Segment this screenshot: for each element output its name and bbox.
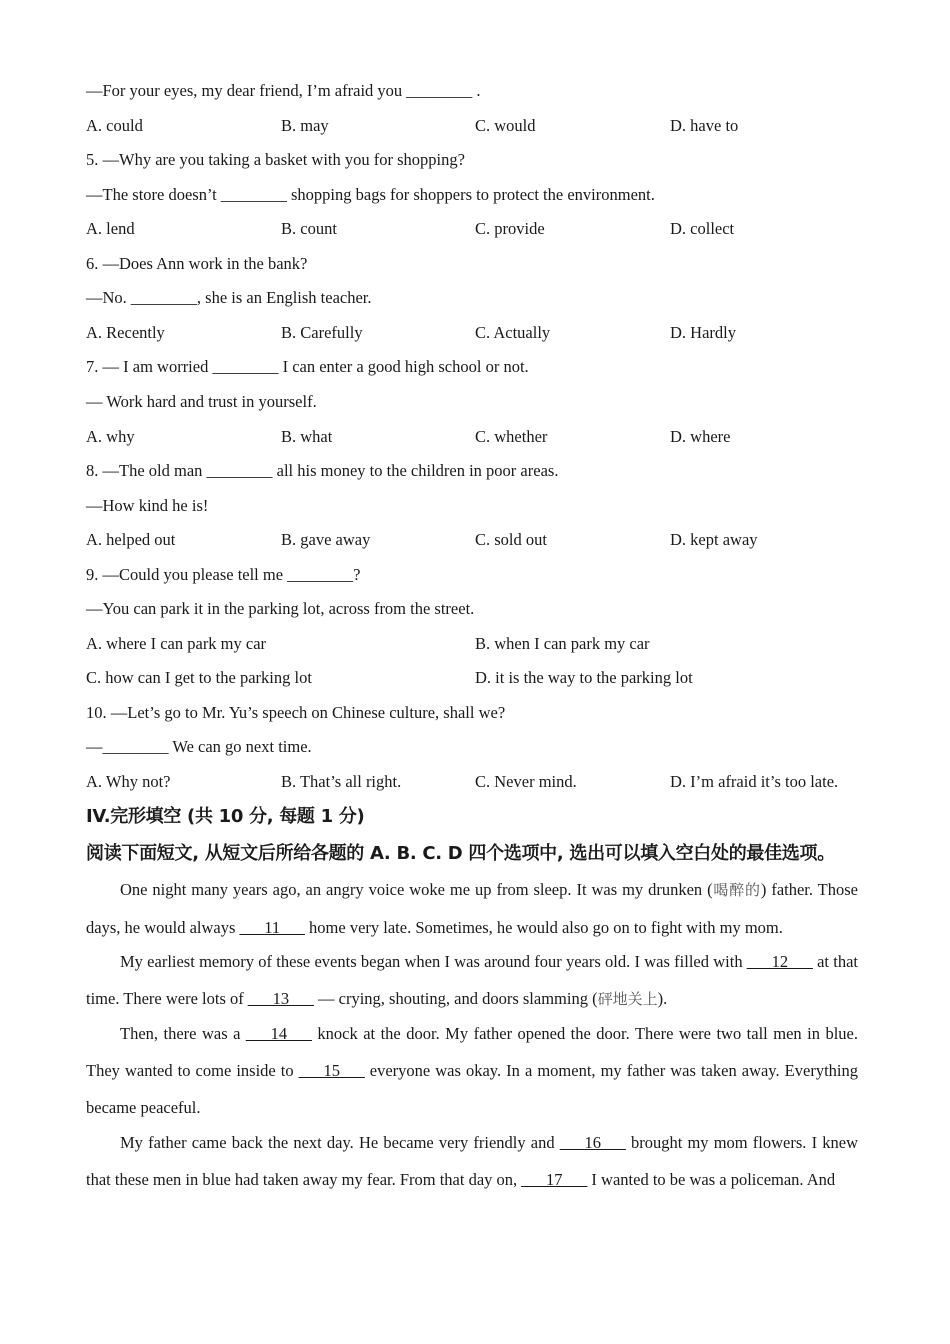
q10-question: 10. —Let’s go to Mr. Yu’s speech on Chinese culture, shall we? bbox=[86, 703, 506, 722]
q9-option-d: D. it is the way to the parking lot bbox=[475, 668, 693, 687]
q8-answer-line: —How kind he is! bbox=[86, 496, 209, 515]
q6-option-d: D. Hardly bbox=[670, 323, 736, 342]
passage-paragraph-2 bbox=[86, 943, 858, 1018]
q6-option-b: B. Carefully bbox=[281, 323, 363, 342]
p3-text-b: knock at the door. My father opened the door. There were two tall men in blue. They wanted to come inside to bbox=[86, 1024, 858, 1080]
q5-question: 5. —Why are you taking a basket with you for shopping? bbox=[86, 150, 465, 169]
blank-15: ___15___ bbox=[298, 1061, 365, 1080]
section-instruction: 阅读下面短文, 从短文后所给各题的 A. B. C. D 四个选项中, 选出可以填入空白处的最佳选项。 bbox=[86, 843, 835, 864]
p2-text-d: ). bbox=[657, 989, 668, 1008]
section-title: IV.完形填空 (共 10 分, 每题 1 分) bbox=[86, 806, 365, 827]
q9-option-b: B. when I can park my car bbox=[475, 634, 650, 653]
q10-option-a: A. Why not? bbox=[86, 772, 171, 791]
passage-paragraph-1 bbox=[86, 871, 858, 946]
q5-option-d: D. collect bbox=[670, 219, 735, 238]
q8-option-d: D. kept away bbox=[670, 530, 758, 549]
q6-question: 6. —Does Ann work in the bank? bbox=[86, 254, 308, 273]
q9-question: 9. —Could you please tell me ________? bbox=[86, 565, 361, 584]
p1-text-c: home very late. Sometimes, he would also go on to fight with my mom. bbox=[304, 918, 783, 937]
q7-option-a: A. why bbox=[86, 427, 135, 446]
passage-paragraph-4 bbox=[86, 1124, 858, 1198]
q6-option-c: C. Actually bbox=[475, 323, 551, 342]
p4-text-b: brought my mom flowers. I knew that these men in blue had taken away my fear. From that day on, bbox=[86, 1133, 858, 1189]
q8-option-b: B. gave away bbox=[281, 530, 371, 549]
blank-14: ___14___ bbox=[245, 1024, 312, 1043]
p2-text-a: My earliest memory of these events began when I was around four years old. I was filled with bbox=[120, 952, 747, 971]
p4-text-a: My father came back the next day. He became very friendly and bbox=[120, 1133, 560, 1152]
q4-option-b: B. may bbox=[281, 116, 329, 135]
q10-answer-line: —________ We can go next time. bbox=[86, 737, 312, 756]
q7-option-c: C. whether bbox=[475, 427, 548, 446]
q9-option-a: A. where I can park my car bbox=[86, 634, 267, 653]
q9-answer-line: —You can park it in the parking lot, across from the street. bbox=[86, 599, 475, 618]
p2-text-c: — crying, shouting, and doors slamming ( bbox=[313, 989, 598, 1008]
q5-option-b: B. count bbox=[281, 219, 337, 238]
p4-text-c: I wanted to be was a policeman. And bbox=[587, 1170, 836, 1189]
p1-chinese-gloss: 喝醉的 bbox=[712, 881, 761, 899]
q6-answer-line: —No. ________, she is an English teacher. bbox=[86, 288, 372, 307]
q8-option-c: C. sold out bbox=[475, 530, 547, 549]
blank-13: ___13___ bbox=[247, 989, 314, 1008]
p3-text-c: everyone was okay. In a moment, my father was taken away. Everything became peaceful. bbox=[86, 1061, 858, 1117]
q7-option-d: D. where bbox=[670, 427, 731, 446]
blank-17: ___17___ bbox=[521, 1170, 588, 1189]
q4-option-c: C. would bbox=[475, 116, 536, 135]
blank-11: ___11___ bbox=[239, 918, 305, 937]
passage-paragraph-3 bbox=[86, 1015, 858, 1126]
p1-text-b: ) father. Those days, he would always bbox=[86, 880, 858, 937]
q6-option-a: A. Recently bbox=[86, 323, 165, 342]
q4-option-a: A. could bbox=[86, 116, 143, 135]
q4-option-d: D. have to bbox=[670, 116, 739, 135]
q10-option-b: B. That’s all right. bbox=[281, 772, 402, 791]
q9-option-c: C. how can I get to the parking lot bbox=[86, 668, 312, 687]
q4-answer-line: —For your eyes, my dear friend, I’m afraid you ________ . bbox=[86, 81, 481, 100]
q8-option-a: A. helped out bbox=[86, 530, 176, 549]
q8-question: 8. —The old man ________ all his money to the children in poor areas. bbox=[86, 461, 559, 480]
p3-text-a: Then, there was a bbox=[120, 1024, 246, 1043]
blank-16: ___16___ bbox=[559, 1133, 626, 1152]
q10-option-c: C. Never mind. bbox=[475, 772, 577, 791]
blank-12: ___12___ bbox=[746, 952, 813, 971]
q7-question: 7. — I am worried ________ I can enter a good high school or not. bbox=[86, 357, 529, 376]
q5-option-c: C. provide bbox=[475, 219, 545, 238]
q5-option-a: A. lend bbox=[86, 219, 135, 238]
q5-answer-line: —The store doesn’t ________ shopping bags for shoppers to protect the environment. bbox=[86, 185, 655, 204]
p2-chinese-gloss: 砰地关上 bbox=[597, 990, 658, 1008]
p2-text-b: at that time. There were lots of bbox=[86, 952, 858, 1008]
q7-answer-line: — Work hard and trust in yourself. bbox=[86, 392, 317, 411]
q10-option-d: D. I’m afraid it’s too late. bbox=[670, 772, 839, 791]
q7-option-b: B. what bbox=[281, 427, 333, 446]
p1-text-a: One night many years ago, an angry voice woke me up from sleep. It was my drunken ( bbox=[120, 880, 713, 899]
